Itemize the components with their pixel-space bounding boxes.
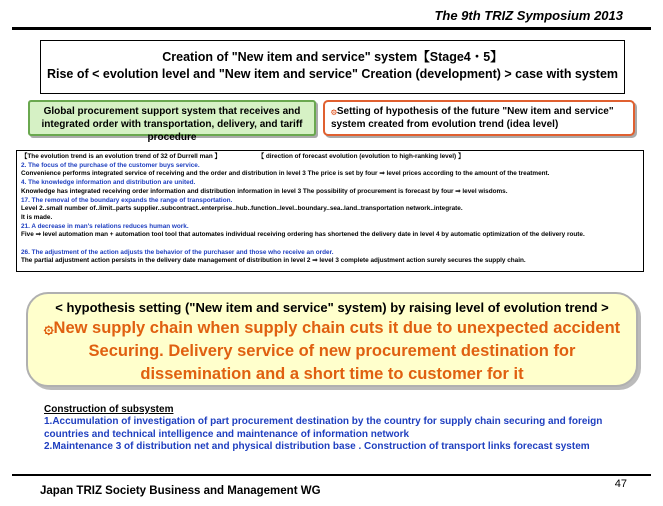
- trend-header-left: 【The evolution trend is an evolution trend of 32 of Durrell man 】: [21, 153, 221, 160]
- hypothesis-heading: < hypothesis setting ("New item and service" system) by raising level of evolution trend >: [55, 300, 609, 315]
- subsystem-list: [44, 416, 624, 454]
- symposium-title: The 9th TRIZ Symposium 2013: [434, 8, 623, 23]
- footer-divider: [12, 474, 651, 476]
- hypothesis-setting-box: [323, 100, 635, 136]
- procurement-system-box: [28, 100, 316, 143]
- trend-line: It is made.: [21, 213, 53, 221]
- sun-icon: ۞: [43, 319, 54, 337]
- trend-line: [21, 240, 639, 249]
- slide-title-line1: Creation of "New item and service" system【Stage4・5】: [162, 50, 503, 64]
- trend-lines: [21, 162, 639, 266]
- trend-line: 4. The knowledge information and distribution are united.: [21, 179, 196, 187]
- hypothesis-line2: Securing. Delivery service of new procurement destination for: [88, 342, 576, 360]
- trend-line: 17. The removal of the boundary expands the range of transportation.: [21, 196, 233, 204]
- slide-title-line2: Rise of < evolution level and "New item and service" Creation (development) > case with system: [46, 67, 619, 81]
- header-divider: [12, 27, 651, 30]
- subsystem-title: Construction of subsystem: [44, 404, 174, 415]
- trend-header-right: 【 direction of forecast evolution (evolution to high-ranking level) 】: [260, 153, 465, 160]
- hypothesis-callout: [26, 292, 638, 387]
- slide-title-box: [40, 40, 625, 94]
- trend-line: Knowledge has integrated receiving order information and distribution information in level 3 The possibility of procurement is forecast by four ⇒ level wisdoms.: [21, 187, 508, 195]
- hypothesis-line1-text: New supply chain when supply chain cuts it due to unexpected accident: [53, 319, 621, 337]
- trend-line: 26. The adjustment of the action adjusts the behavior of the purchaser and those who receive an order.: [21, 248, 334, 256]
- evolution-trend-box: [16, 150, 644, 272]
- subsystem-item1-line1: 1.Accumulation of investigation of part procurement destination by the country for supply chain securing and foreign: [44, 416, 603, 427]
- trend-line: Convenience performs integrated service of receiving and the order and distribution in level 3 The price is set by four ⇒ level prices according to the amount of the treatment.: [21, 170, 550, 178]
- trend-header: [21, 153, 639, 162]
- trend-line: The partial adjustment action persists in the delivery date management of distribution in level 2 ⇒ level 3 complete adjustment action surely secures the supply chain.: [21, 257, 526, 265]
- subsystem-item1-line2: countries and technical intelligence and maintenance of information network: [44, 428, 410, 440]
- trend-line: Five ⇒ level automation man + automation tool tool that automates individual receiving ordering has shortened the delivery date in level 4 by automatic optimization of the delivery route.: [21, 231, 585, 239]
- subsystem-item2: 2.Maintenance 3 of distribution net and physical distribution base . Construction of transport links forecast system: [44, 441, 590, 452]
- sun-icon: ۞: [331, 106, 337, 117]
- procurement-system-text: Global procurement support system that receives and integrated order with transportation, delivery, and tariff procedure: [41, 106, 303, 143]
- trend-line: 21. A decrease in man's relations reduces human work.: [21, 222, 189, 230]
- hypothesis-line3: dissemination and a short time to customer for it: [140, 365, 524, 383]
- trend-line: 2. The focus of the purchase of the customer buys service.: [21, 161, 200, 169]
- page-number: 47: [614, 478, 627, 490]
- trend-line: Level 2..small number of..limit..parts supplier..subcontract..enterprise..hub..function..level..boundary..sea..land..transportation network..integrate.: [21, 205, 463, 213]
- footer-organization: Japan TRIZ Society Business and Management WG: [40, 485, 321, 497]
- hypothesis-line1: [28, 318, 636, 338]
- hypothesis-setting-text: Setting of hypothesis of the future "New item and service" system created from evolution trend (idea level): [331, 106, 614, 130]
